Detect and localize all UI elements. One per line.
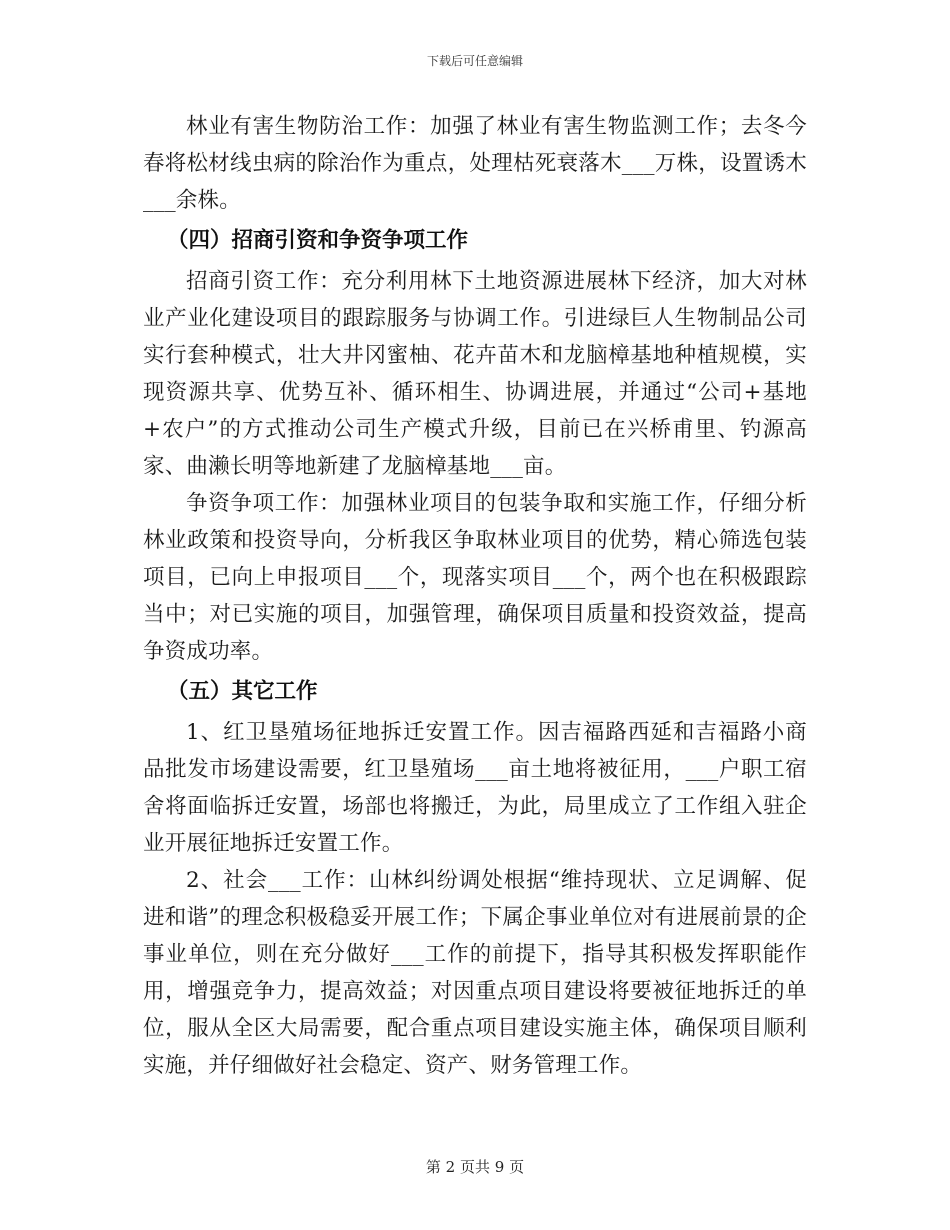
section-heading-investment: （四）招商引资和争资争项工作: [167, 228, 469, 253]
document-body: [143, 108, 807, 1084]
page-number-footer: 第 2 页共 9 页: [425, 1158, 525, 1176]
paragraph-project-funding: 争资争项工作：加强林业项目的包装争取和实施工作，仔细分析林业政策和投资导向，分析我区争取林业项目的优势，精心筛选包装项目，已向上申报项目___个，现落实项目___个，两个也在积极跟踪当中；对已实施的项目，加强管理，确保项目质量和投资效益，提高争资成功率。: [143, 491, 807, 664]
page-header-note: 下载后可任意编辑: [426, 54, 523, 68]
paragraph-social-work: 2、社会___工作：山林纠纷调处根据“维持现状、立足调解、促进和谐”的理念积极稳妥开展工作；下属企事业单位对有进展前景的企事业单位，则在充分做好___工作的前提下，指导其积极发挥职能作用，增强竞争力，提高效益；对因重点项目建设将要被征地拆迁的单位，服从全区大局需要，配合重点项目建设实施主体，确保项目顺利实施，并仔细做好社会稳定、资产、财务管理工作。: [143, 868, 807, 1078]
paragraph-pest-control: 林业有害生物防治工作：加强了林业有害生物监测工作；去冬今春将松材线虫病的除治作为重点，处理枯死衰落木___万株，设置诱木___余株。: [143, 114, 807, 213]
section-heading-other-work: （五）其它工作: [167, 679, 318, 704]
paragraph-land-expropriation: 1、红卫垦殖场征地拆迁安置工作。因吉福路西延和吉福路小商品批发市场建设需要，红卫垦殖场___亩土地将被征用，___户职工宿舍将面临拆迁安置，场部也将搬迁，为此，局里成立了工作组入驻企业开展征地拆迁安置工作。: [143, 720, 807, 856]
paragraph-investment-attraction: 招商引资工作：充分利用林下土地资源进展林下经济，加大对林业产业化建设项目的跟踪服务与协调工作。引进绿巨人生物制品公司实行套种模式，壮大井冈蜜柚、花卉苗木和龙脑樟基地种植规模，实现资源共享、优势互补、循环相生、协调进展，并通过“公司+基地+农户”的方式推动公司生产模式升级，目前已在兴桥甫里、钓源高家、曲濑长明等地新建了龙脑樟基地___亩。: [143, 269, 807, 479]
